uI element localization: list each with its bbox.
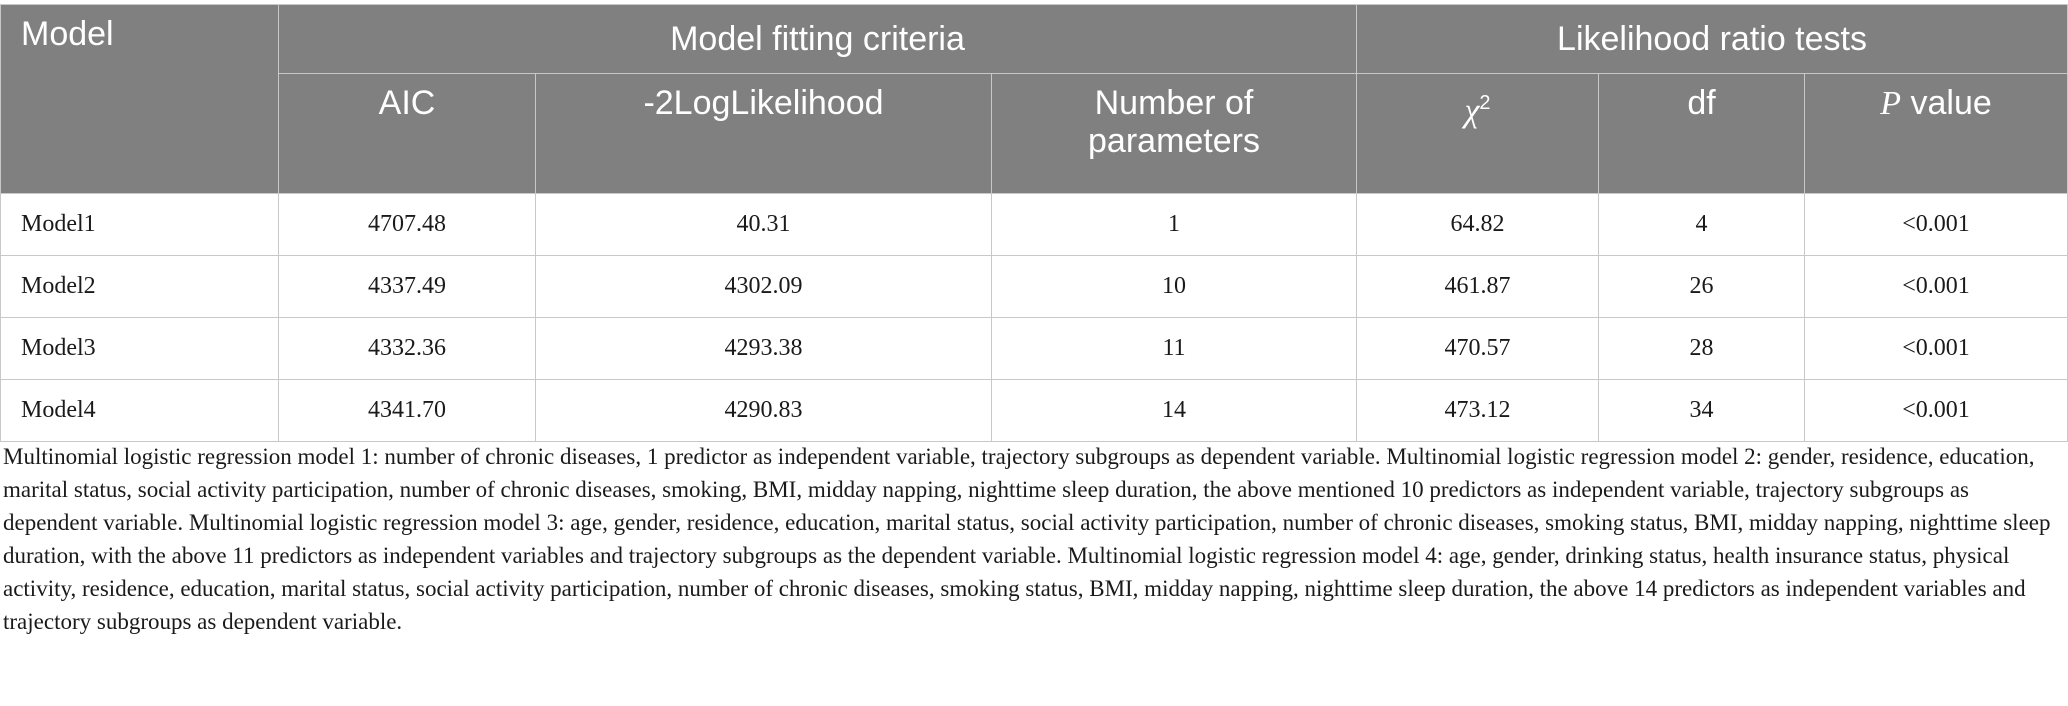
- cell-chi2: 64.82: [1357, 194, 1599, 256]
- header-model: Model: [1, 5, 279, 194]
- cell-loglik: 4290.83: [536, 380, 992, 442]
- model-fit-table: [0, 4, 2068, 442]
- header-likelihood-ratio-tests: Likelihood ratio tests: [1357, 5, 2068, 74]
- cell-chi2: 473.12: [1357, 380, 1599, 442]
- header-number-of-parameters: [992, 74, 1357, 194]
- p-value-label: value: [1901, 84, 1992, 122]
- table-row: [1, 256, 2068, 318]
- chi-superscript: 2: [1479, 92, 1491, 114]
- header-p-value: [1805, 74, 2068, 194]
- cell-params: 1: [992, 194, 1357, 256]
- cell-loglik: 4293.38: [536, 318, 992, 380]
- cell-df: 28: [1599, 318, 1805, 380]
- cell-aic: 4337.49: [279, 256, 536, 318]
- cell-params: 11: [992, 318, 1357, 380]
- table-row: [1, 380, 2068, 442]
- table-row: [1, 194, 2068, 256]
- cell-aic: 4332.36: [279, 318, 536, 380]
- cell-loglik: 4302.09: [536, 256, 992, 318]
- cell-model: Model4: [1, 380, 279, 442]
- cell-aic: 4341.70: [279, 380, 536, 442]
- cell-chi2: 461.87: [1357, 256, 1599, 318]
- chi-symbol: χ: [1464, 92, 1480, 130]
- header-chi-square: [1357, 74, 1599, 194]
- header-loglikelihood: -2LogLikelihood: [536, 74, 992, 194]
- cell-model: Model2: [1, 256, 279, 318]
- header-aic: AIC: [279, 74, 536, 194]
- cell-df: 34: [1599, 380, 1805, 442]
- cell-loglik: 40.31: [536, 194, 992, 256]
- table-footnote: Multinomial logistic regression model 1: number of chronic diseases, 1 predictor as independent variable, trajectory subgroups as dependent variable. Multinomial logistic regression model 2: gender, residence, education, marital status, social activity participation, number of chronic diseases, smoking, BMI, midday napping, nighttime sleep duration, the above mentioned 10 predictors as independent variable, trajectory subgroups as dependent variable. Multinomial logistic regression model 3: age, gender, residence, education, marital status, social activity participation, number of chronic diseases, smoking status, BMI, midday napping, nighttime sleep duration, with the above 11 predictors as independent variables and trajectory subgroups as the dependent variable. Multinomial logistic regression model 4: age, gender, drinking status, health insurance status, physical activity, residence, education, marital status, social activity participation, number of chronic diseases, smoking status, BMI, midday napping, nighttime sleep duration, the above 14 predictors as independent variables and trajectory subgroups as dependent variable.: [3, 444, 2051, 634]
- p-symbol: P: [1880, 85, 1902, 122]
- header-df: df: [1599, 74, 1805, 194]
- cell-aic: 4707.48: [279, 194, 536, 256]
- cell-df: 26: [1599, 256, 1805, 318]
- cell-p: <0.001: [1805, 256, 2068, 318]
- cell-model: Model1: [1, 194, 279, 256]
- cell-params: 10: [992, 256, 1357, 318]
- cell-params: 14: [992, 380, 1357, 442]
- header-params-line2: parameters: [1088, 122, 1260, 160]
- cell-p: <0.001: [1805, 380, 2068, 442]
- header-model-fitting-criteria: Model fitting criteria: [279, 5, 1357, 74]
- cell-model: Model3: [1, 318, 279, 380]
- table-row: [1, 318, 2068, 380]
- cell-p: <0.001: [1805, 318, 2068, 380]
- cell-df: 4: [1599, 194, 1805, 256]
- cell-chi2: 470.57: [1357, 318, 1599, 380]
- header-params-line1: Number of: [1094, 84, 1254, 122]
- cell-p: <0.001: [1805, 194, 2068, 256]
